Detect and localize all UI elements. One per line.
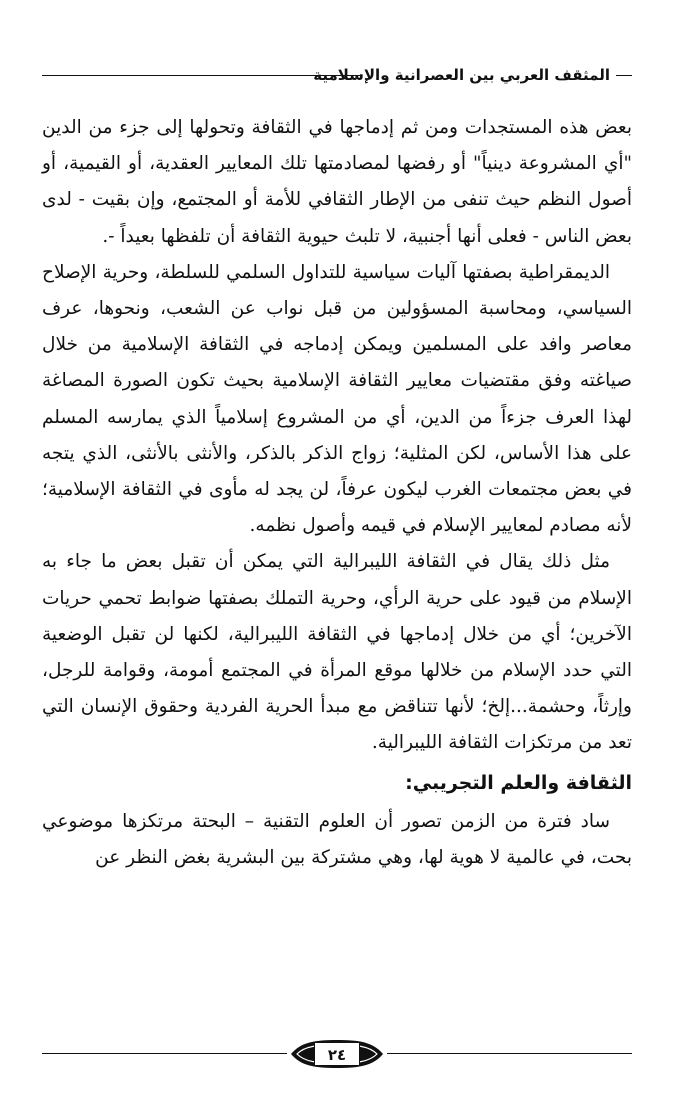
- page-footer: [42, 1034, 632, 1074]
- page-number: ٢٤: [314, 1042, 360, 1066]
- header-rule-right: [616, 75, 632, 76]
- footer-rule-right: [387, 1053, 632, 1054]
- section-heading: الثقافة والعلم التجريبي:: [405, 771, 632, 794]
- running-header-title: المثقف العربي بين العصرانية والإسلامية: [313, 66, 610, 84]
- paragraph-4: ساد فترة من الزمن تصور أن العلوم التقنية – البحتة مرتكزها موضوعي بحت، في عالمية لا هوية لها، وهي مشتركة بين البشرية بغض النظر عن: [42, 810, 632, 868]
- header-rule-left: [42, 75, 360, 76]
- running-header: [42, 62, 632, 90]
- paragraph-1: بعض هذه المستجدات ومن ثم إدماجها في الثقافة وتحولها إلى جزء من الدين "أي المشروعة دينياً" أو رفضها لمصادمتها تلك المعايير العقدية، أو القيمية، أو أصول النظم حيث تنفى من الإطار الثقافي للأمة أو المجتمع، وإن بقيت - لدى بعض الناس - فعلى أنها أجنبية، لا تلبث حيوية الثقافة أن تلفظها بعيداً -.: [42, 117, 632, 247]
- footer-rule-left: [42, 1053, 287, 1054]
- paragraph-2: الديمقراطية بصفتها آليات سياسية للتداول السلمي للسلطة، وحرية الإصلاح السياسي، ومحاسبة المسؤولين من قبل نواب عن الشعب، ونحوها، عرف معاصر وافد على المسلمين ويمكن إدماجه في الثقافة الإسلامية من خلال صياغته وفق مقتضيات معايير الثقافة الإسلامية بحيث تكون الصورة المصاغة لهذا العرف جزءاً من الدين، أي من المشروع إسلامياً الذي يمارسه المسلم على هذا الأساس، لكن المثلية؛ زواج الذكر بالذكر، والأنثى بالأنثى، الذي يتجه في بعض مجتمعات الغرب ليكون عرفاً، لن يجد له مأوى في الثقافة الإسلامية؛ لأنه مصادم لمعايير الإسلام في قيمه وأصول نظمه.: [42, 261, 632, 537]
- page-body: [42, 110, 632, 876]
- paragraph-3: مثل ذلك يقال في الثقافة الليبرالية التي يمكن أن تقبل بعض ما جاء به الإسلام من قيود على حرية الرأي، وحرية التملك بصفتها ضوابط تحمي حريات الآخرين؛ أي من خلال إدماجها في الثقافة الليبرالية، لكنها لن تقبل الوضعية التي حدد الإسلام من خلالها موقع المرأة في المجتمع أمومة، وقوامة للرجل، وإرثاً، وحشمة...إلخ؛ لأنها تتناقض مع مبدأ الحرية الفردية وحقوق الإنسان التي تعد من مرتكزات الثقافة الليبرالية.: [42, 551, 632, 754]
